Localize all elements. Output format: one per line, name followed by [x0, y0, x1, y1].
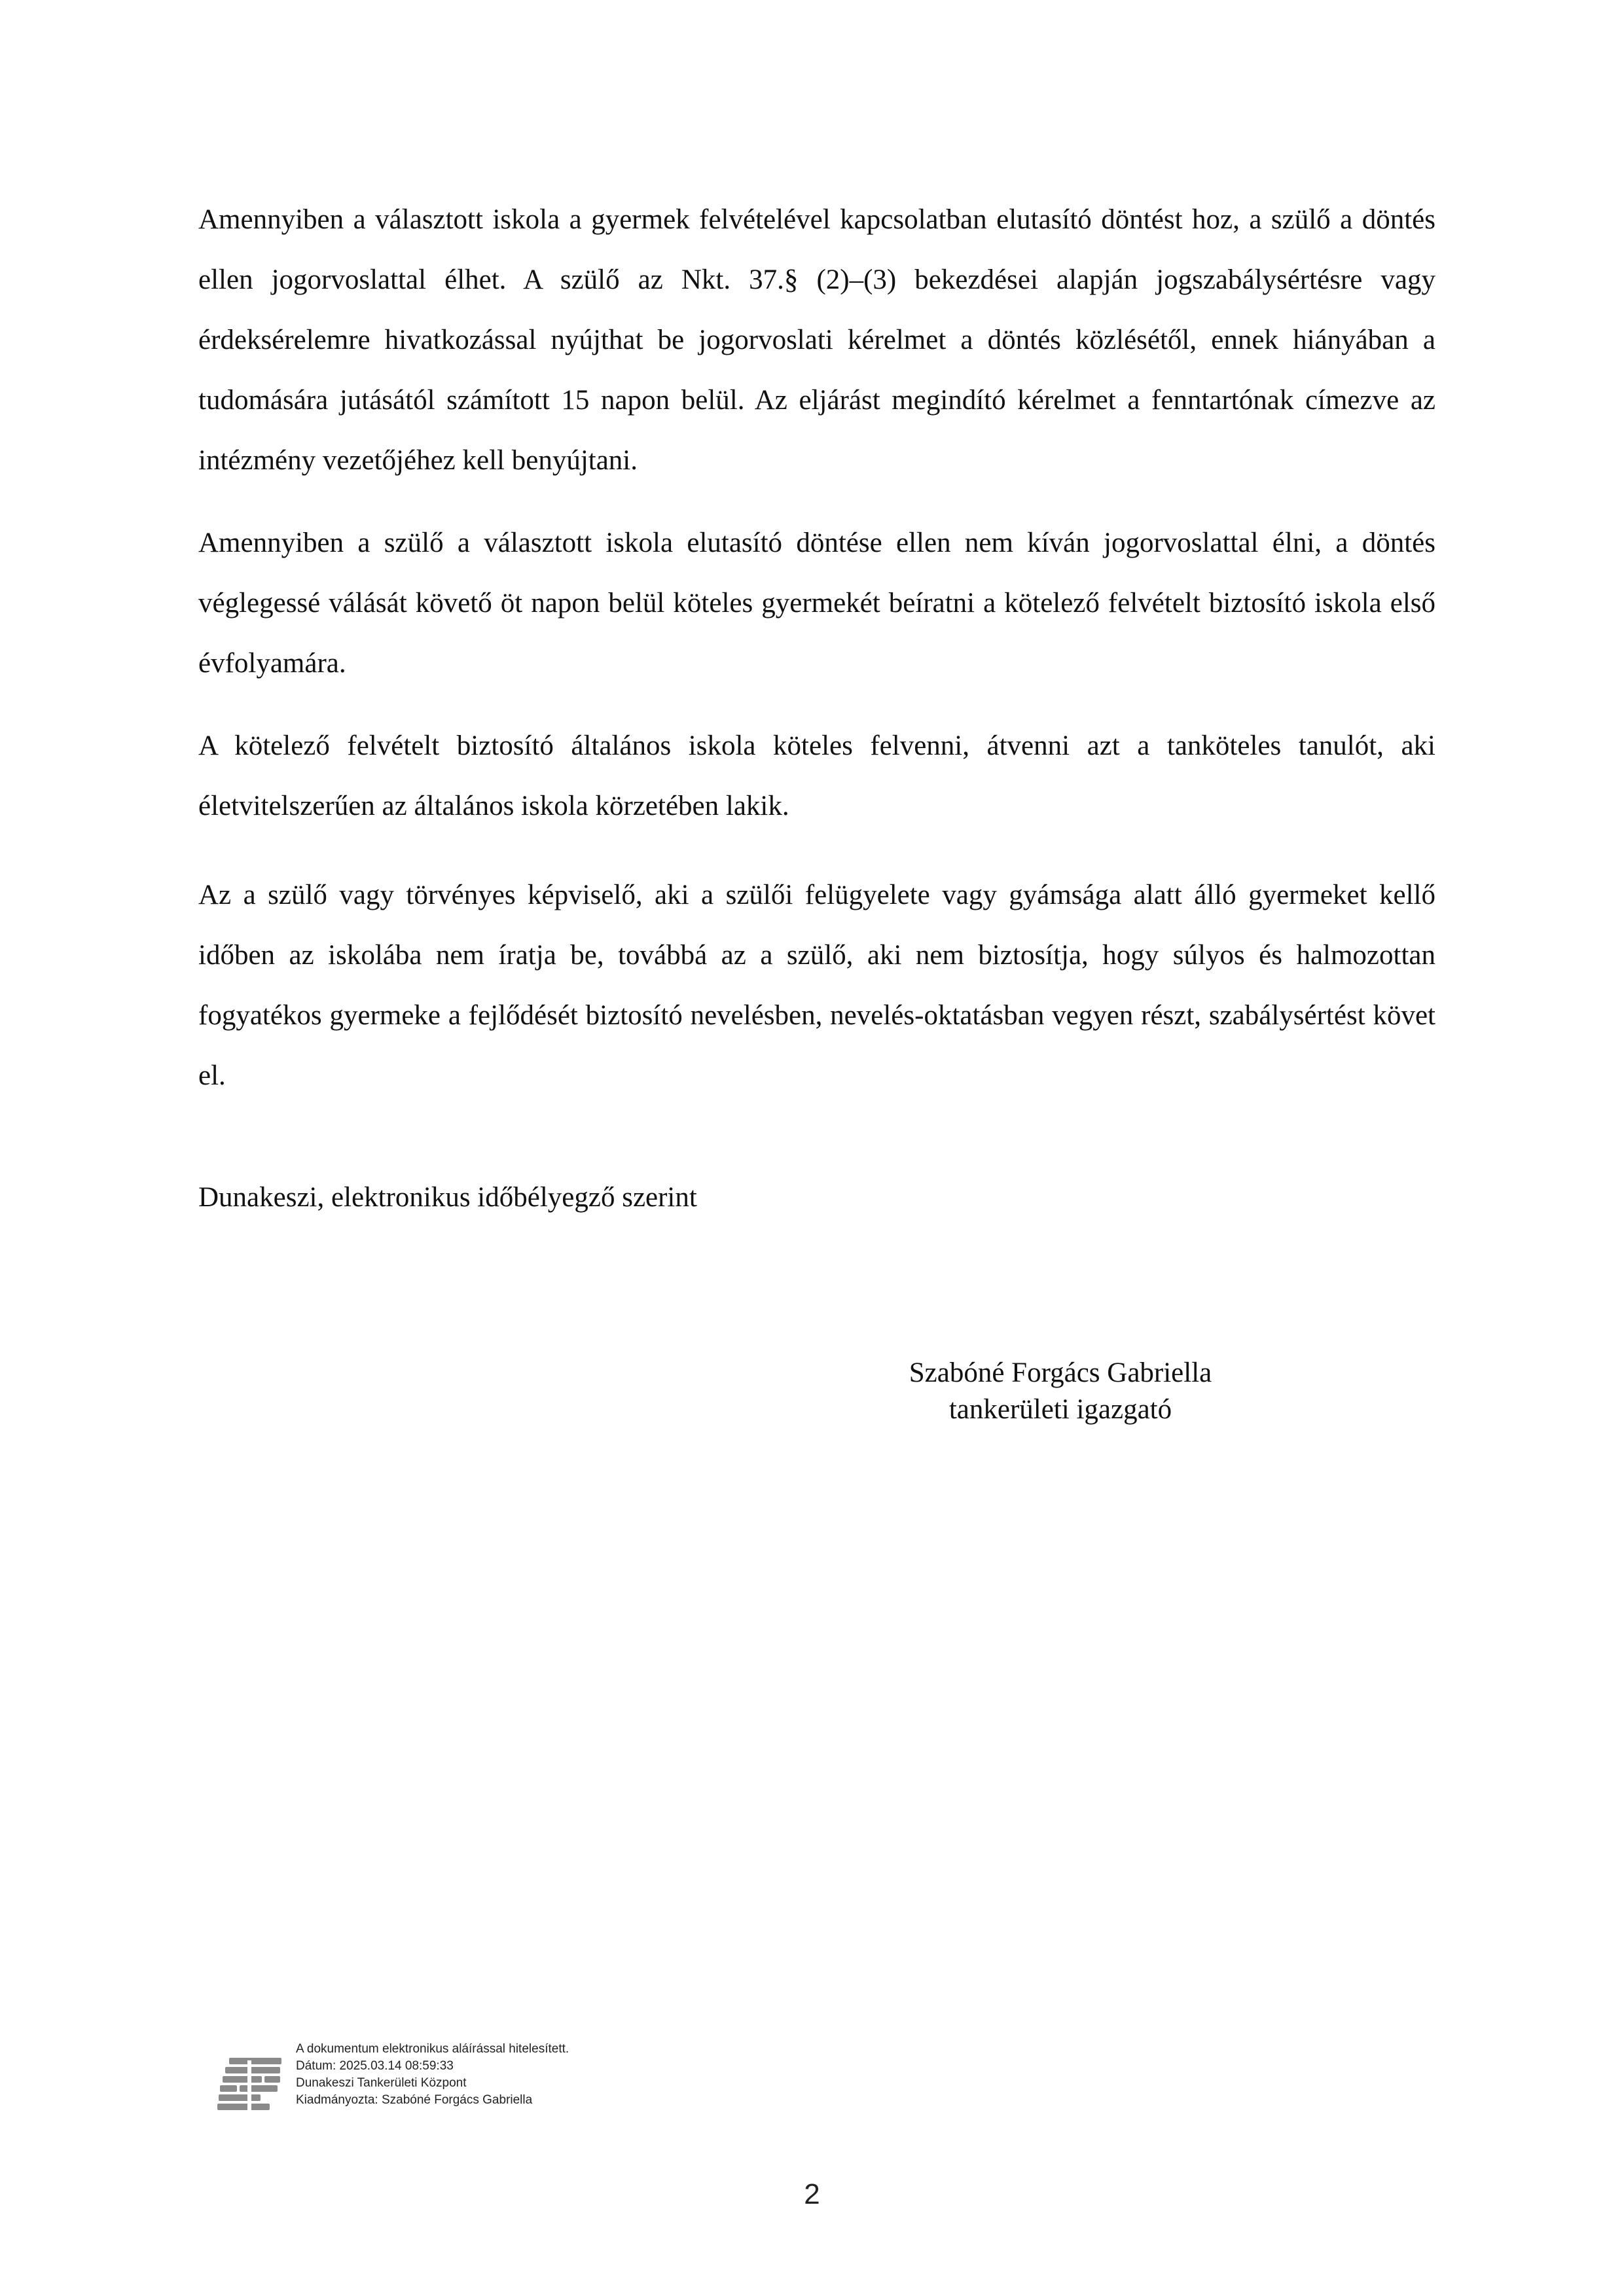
e-signature-stamp [216, 2041, 871, 2126]
stamp-text [296, 2041, 569, 2109]
paragraph-enrollment-obligation: Amennyiben a szülő a választott iskola elutasító döntése ellen nem kíván jogorvoslattal élni, a döntés véglegessé válását követő öt napon belül köteles gyermekét beíratni a kötelező felvételt biztosító iskola első évfolyamára. [198, 528, 1435, 679]
stamp-signatory-line: Kiadmányozta: Szabóné Forgács Gabriella [296, 2093, 533, 2107]
signatory-name: Szabóné Forgács Gabriella [909, 1357, 1212, 1388]
signatory-title: tankerületi igazgató [948, 1394, 1172, 1425]
stamp-issuer-line: Dunakeszi Tankerületi Központ [296, 2076, 467, 2090]
paragraph-mandatory-admission: A kötelező felvételt biztosító általános iskola köteles felvenni, átvenni azt a tanköteles tanulót, aki életvitelszerűen az általános iskola körzetében lakik. [198, 730, 1435, 821]
paragraph-appeal-rights: Amennyiben a választott iskola a gyermek felvételével kapcsolatban elutasító döntést hoz, a szülő a döntés ellen jogorvoslattal élhet. A szülő az Nkt. 37.§ (2)–(3) bekezdései alapján jogszabálysértésre vagy érdeksérelemre hivatkozással nyújthat be jogorvoslati kérelmet a döntés közlésétől, ennek hiányában a tudomására jutásától számított 15 napon belül. Az eljárást megindító kérelmet a fenntartónak címezve az intézmény vezetőjéhez kell benyújtani. [198, 204, 1435, 476]
stamp-authentication-line: A dokumentum elektronikus aláírással hitelesített. [296, 2042, 569, 2056]
paragraph-infringement: Az a szülő vagy törvényes képviselő, aki a szülői felügyelete vagy gyámsága alatt álló gyermeket kellő időben az iskolába nem íratja be, továbbá az a szülő, aki nem biztosítja, hogy súlyos és halmozottan fogyatékos gyermeke a fejlődését biztosító nevelésben, nevelés-oktatásban vegyen részt, szabálysértést követ el. [198, 880, 1435, 1091]
stamp-date-line: Dátum: 2025.03.14 08:59:33 [296, 2059, 454, 2073]
page-number: 2 [804, 2178, 820, 2210]
place-and-date: Dunakeszi, elektronikus időbélyegző szerint [198, 1182, 697, 1213]
e-signature-seal-icon [216, 2055, 284, 2115]
signature-block [864, 1355, 1257, 1428]
